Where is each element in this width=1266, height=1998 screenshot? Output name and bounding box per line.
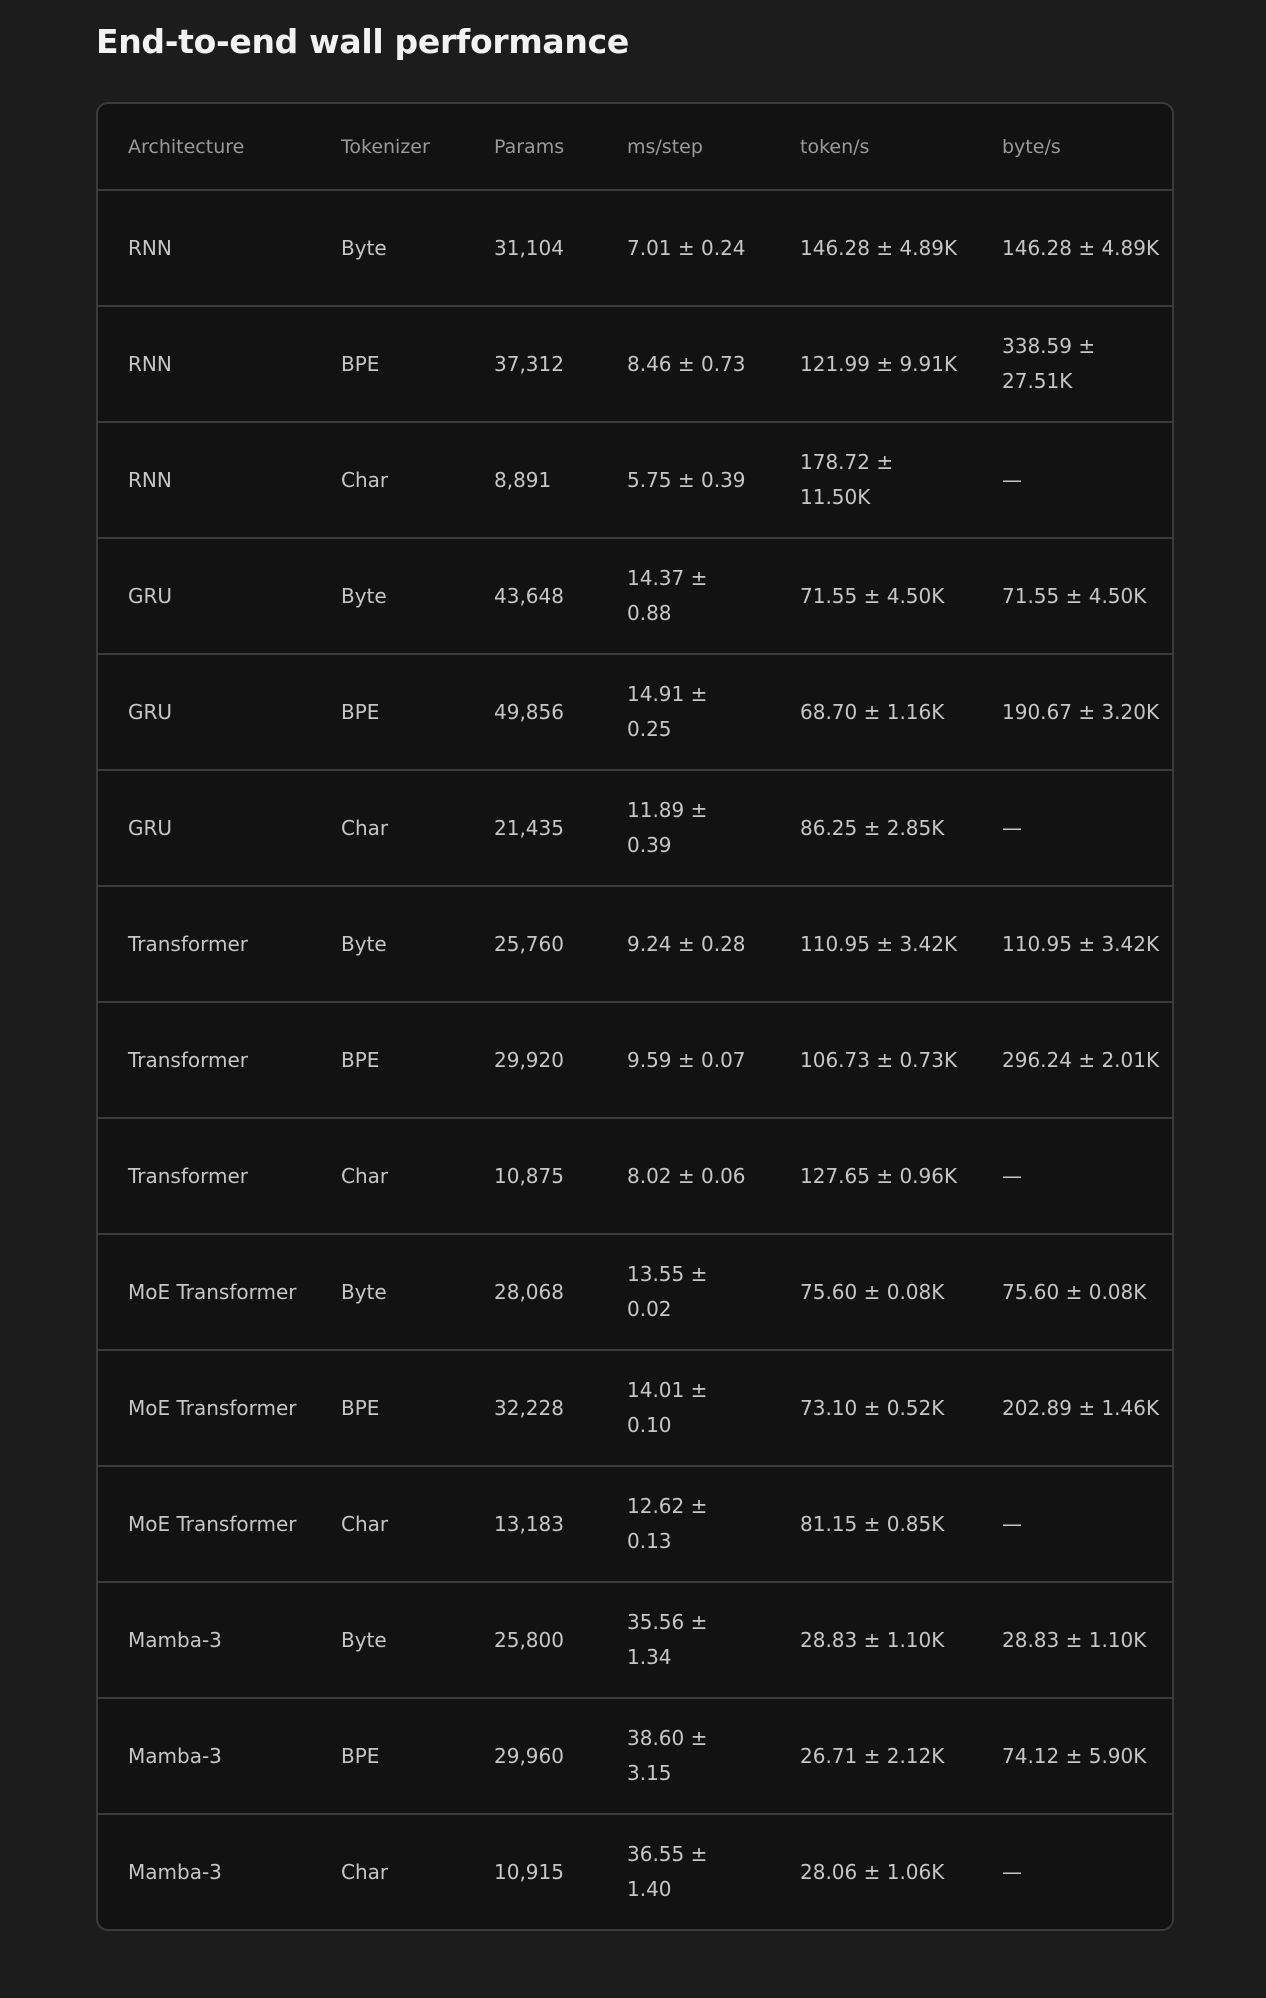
- tokenizer-cell: Byte: [311, 190, 464, 306]
- token-per-s-cell: 75.60 ± 0.08K: [770, 1234, 972, 1350]
- tokenizer-cell: Byte: [311, 1234, 464, 1350]
- architecture-cell: RNN: [98, 306, 311, 422]
- table-row: [98, 1582, 1172, 1698]
- byte-per-s-cell: 146.28 ± 4.89K: [972, 190, 1172, 306]
- architecture-cell: RNN: [98, 190, 311, 306]
- page-title: End-to-end wall performance: [96, 22, 629, 61]
- table-row: [98, 190, 1172, 306]
- token-per-s-cell: 68.70 ± 1.16K: [770, 654, 972, 770]
- params-cell: 25,760: [464, 886, 597, 1002]
- table-row: [98, 306, 1172, 422]
- token-per-s-cell: 28.06 ± 1.06K: [800, 1859, 945, 1884]
- architecture-cell: RNN: [98, 422, 311, 538]
- params-cell: 31,104: [464, 190, 597, 306]
- params-cell: 29,920: [464, 1002, 597, 1118]
- tokenizer-cell: Char: [311, 1466, 464, 1582]
- params-cell: 32,228: [464, 1350, 597, 1466]
- table-row: [98, 886, 1172, 1002]
- tokenizer-cell: BPE: [311, 1698, 464, 1814]
- byte-per-s-cell: 190.67 ± 3.20K: [972, 654, 1172, 770]
- table-row: [98, 1002, 1172, 1118]
- params-cell: 49,856: [464, 654, 597, 770]
- params-cell: 10,915: [494, 1859, 564, 1884]
- params-cell: 37,312: [464, 306, 597, 422]
- ms-per-step-cell: 14.91 ± 0.25: [597, 654, 770, 770]
- token-per-s-cell: 106.73 ± 0.73K: [770, 1002, 972, 1118]
- byte-per-s-cell: 296.24 ± 2.01K: [972, 1002, 1172, 1118]
- token-per-s-cell: 121.99 ± 9.91K: [770, 306, 972, 422]
- tokenizer-cell: Byte: [311, 1582, 464, 1698]
- params-cell: 25,800: [464, 1582, 597, 1698]
- token-per-s-cell: 146.28 ± 4.89K: [770, 190, 972, 306]
- architecture-cell: GRU: [98, 770, 311, 886]
- byte-per-s-cell: 110.95 ± 3.42K: [972, 886, 1172, 1002]
- table-row: [98, 538, 1172, 654]
- ms-per-step-cell: 38.60 ± 3.15: [597, 1698, 770, 1814]
- ms-per-step-cell: 13.55 ± 0.02: [597, 1234, 770, 1350]
- column-header-ms-per-step: ms/step: [597, 104, 770, 190]
- token-per-s-cell: 127.65 ± 0.96K: [770, 1118, 972, 1234]
- table-row: [98, 1466, 1172, 1582]
- tokenizer-cell: BPE: [311, 1002, 464, 1118]
- table-row: [98, 1234, 1172, 1350]
- table-row: [98, 422, 1172, 538]
- architecture-cell: Transformer: [98, 886, 311, 1002]
- byte-per-s-cell: 202.89 ± 1.46K: [972, 1350, 1172, 1466]
- ms-per-step-cell: 11.89 ± 0.39: [597, 770, 770, 886]
- byte-per-s-cell: 75.60 ± 0.08K: [972, 1234, 1172, 1350]
- ms-per-step-cell: 5.75 ± 0.39: [597, 422, 770, 538]
- tokenizer-cell: BPE: [311, 654, 464, 770]
- token-per-s-cell: 178.72 ± 11.50K: [770, 422, 972, 538]
- ms-per-step-cell: 8.46 ± 0.73: [597, 306, 770, 422]
- params-cell: 43,648: [464, 538, 597, 654]
- params-cell: 10,875: [464, 1118, 597, 1234]
- table-row: [98, 654, 1172, 770]
- byte-per-s-cell: —: [972, 422, 1172, 538]
- architecture-cell: GRU: [98, 538, 311, 654]
- column-header-token-per-s: token/s: [770, 104, 972, 190]
- performance-table-card: [96, 102, 1174, 1931]
- table-row: [98, 1814, 1172, 1929]
- token-per-s-cell: 110.95 ± 3.42K: [770, 886, 972, 1002]
- column-header-params: Params: [464, 104, 597, 190]
- architecture-cell: MoE Transformer: [98, 1466, 311, 1582]
- column-header-byte-per-s: byte/s: [972, 104, 1172, 190]
- ms-per-step-cell: 14.37 ± 0.88: [597, 538, 770, 654]
- ms-per-step-cell: 9.59 ± 0.07: [597, 1002, 770, 1118]
- byte-per-s-cell: —: [1002, 1859, 1022, 1884]
- table-row: [98, 770, 1172, 886]
- byte-per-s-cell: 338.59 ± 27.51K: [972, 306, 1172, 422]
- tokenizer-cell: Byte: [311, 886, 464, 1002]
- architecture-cell: MoE Transformer: [98, 1350, 311, 1466]
- column-header-architecture: Architecture: [98, 104, 311, 190]
- table-row: [98, 1350, 1172, 1466]
- architecture-cell: Mamba-3: [98, 1582, 311, 1698]
- params-cell: 29,960: [464, 1698, 597, 1814]
- table-body: [98, 190, 1172, 1929]
- tokenizer-cell: Byte: [311, 538, 464, 654]
- token-per-s-cell: 71.55 ± 4.50K: [770, 538, 972, 654]
- byte-per-s-cell: —: [972, 1466, 1172, 1582]
- token-per-s-cell: 28.83 ± 1.10K: [770, 1582, 972, 1698]
- byte-per-s-cell: 74.12 ± 5.90K: [972, 1698, 1172, 1814]
- tokenizer-cell: Char: [311, 770, 464, 886]
- params-cell: 21,435: [464, 770, 597, 886]
- tokenizer-cell: BPE: [311, 1350, 464, 1466]
- byte-per-s-cell: —: [972, 1118, 1172, 1234]
- architecture-cell: GRU: [98, 654, 311, 770]
- token-per-s-cell: 81.15 ± 0.85K: [770, 1466, 972, 1582]
- token-per-s-cell: 26.71 ± 2.12K: [770, 1698, 972, 1814]
- byte-per-s-cell: 71.55 ± 4.50K: [972, 538, 1172, 654]
- params-cell: 8,891: [464, 422, 597, 538]
- tokenizer-cell: Char: [311, 422, 464, 538]
- params-cell: 28,068: [464, 1234, 597, 1350]
- architecture-cell: Mamba-3: [98, 1698, 311, 1814]
- ms-per-step-cell: 14.01 ± 0.10: [597, 1350, 770, 1466]
- byte-per-s-cell: —: [972, 770, 1172, 886]
- ms-per-step-cell: 8.02 ± 0.06: [597, 1118, 770, 1234]
- table-row: [98, 1698, 1172, 1814]
- architecture-cell: MoE Transformer: [98, 1234, 311, 1350]
- table-header: [98, 104, 1172, 190]
- performance-table: [98, 104, 1172, 1929]
- table-header-row: [98, 104, 1172, 190]
- ms-per-step-cell: 36.55 ± 1.40: [627, 1842, 708, 1901]
- tokenizer-cell: Char: [311, 1118, 464, 1234]
- tokenizer-cell: BPE: [311, 306, 464, 422]
- column-header-tokenizer: Tokenizer: [311, 104, 464, 190]
- tokenizer-cell: Char: [341, 1859, 389, 1884]
- table-row: [98, 1118, 1172, 1234]
- architecture-cell: Transformer: [98, 1002, 311, 1118]
- ms-per-step-cell: 7.01 ± 0.24: [597, 190, 770, 306]
- ms-per-step-cell: 12.62 ± 0.13: [597, 1466, 770, 1582]
- architecture-cell: Transformer: [98, 1118, 311, 1234]
- params-cell: 13,183: [464, 1466, 597, 1582]
- byte-per-s-cell: 28.83 ± 1.10K: [972, 1582, 1172, 1698]
- token-per-s-cell: 86.25 ± 2.85K: [770, 770, 972, 886]
- ms-per-step-cell: 9.24 ± 0.28: [597, 886, 770, 1002]
- token-per-s-cell: 73.10 ± 0.52K: [770, 1350, 972, 1466]
- architecture-cell: Mamba-3: [128, 1859, 222, 1884]
- ms-per-step-cell: 35.56 ± 1.34: [597, 1582, 770, 1698]
